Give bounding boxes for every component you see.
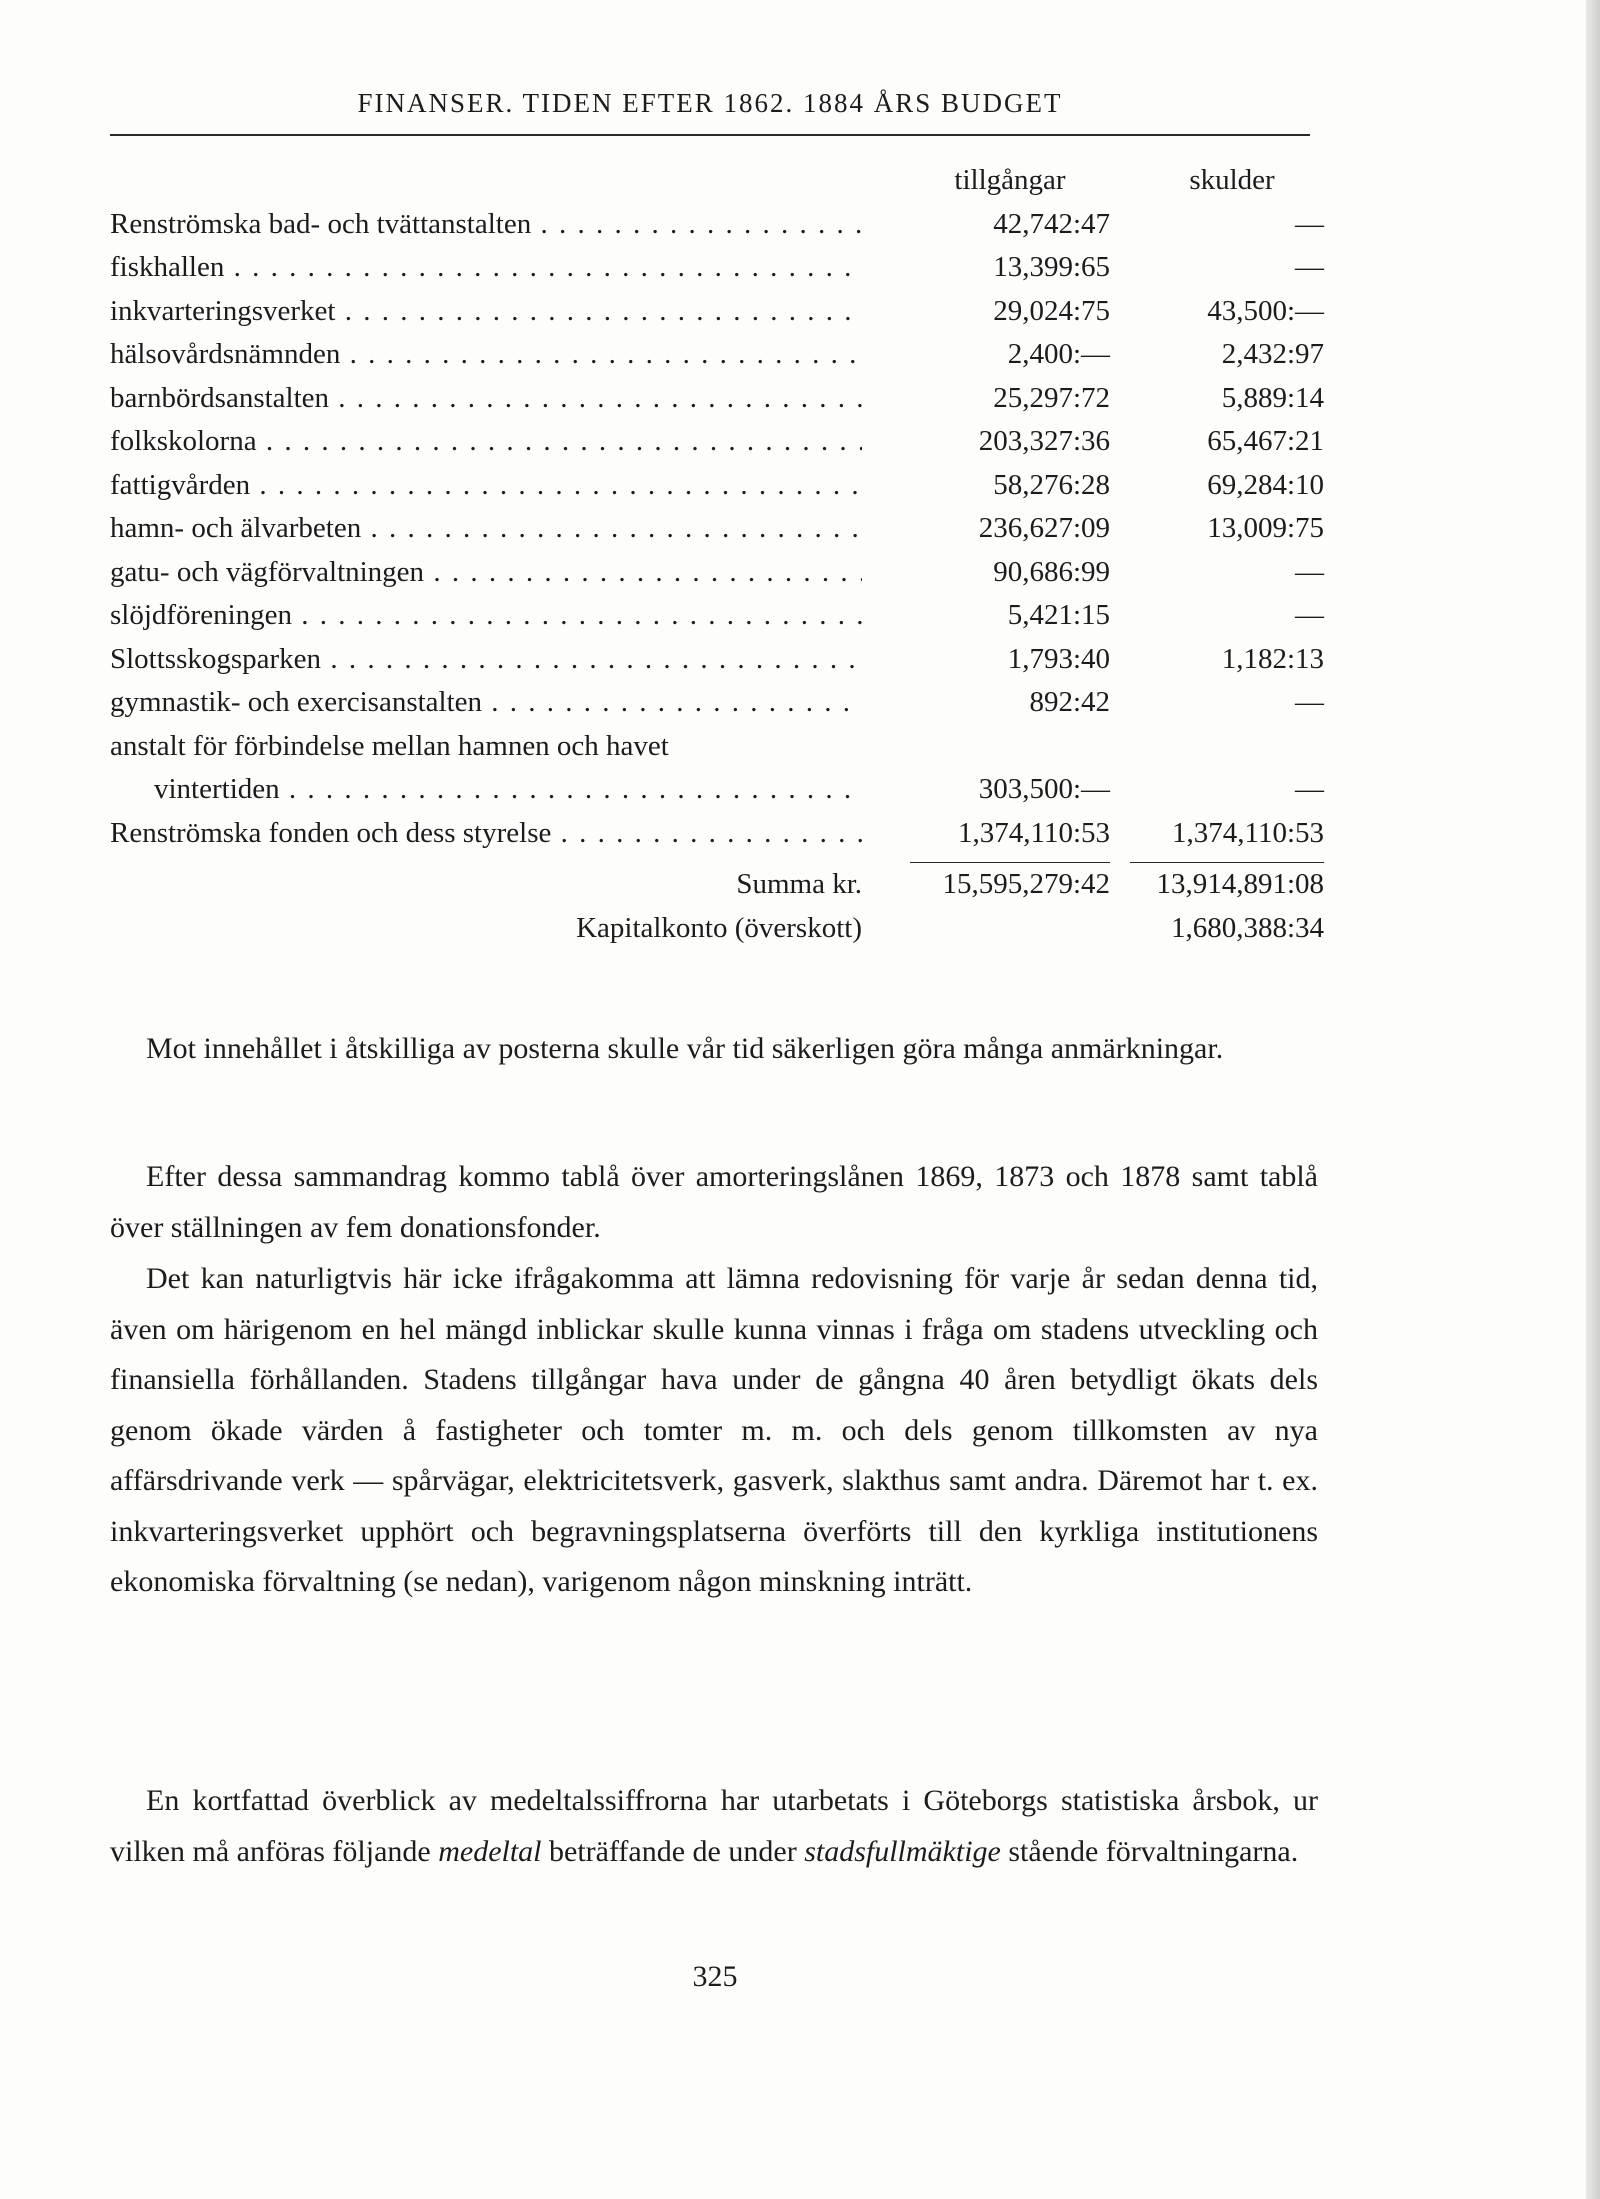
ledger-row-debts: — bbox=[1295, 686, 1324, 718]
ledger-column-headers bbox=[110, 164, 1320, 208]
ledger-row-label: inkvarteringsverket . . . bbox=[110, 295, 862, 328]
ledger-row bbox=[110, 381, 1324, 426]
sum-assets: 15,595,279:42 bbox=[942, 868, 1110, 900]
paragraph-3-text: Det kan naturligtvis här icke ifrågakomma att lämna redovisning för varje år sedan denna tid, även om härigenom en hel mängd inblickar skulle kunna vinnas i fråga om stadens utveckling och finansiella förhållanden. Stadens tillgångar hava under de gångna 40 åren betydligt ökats dels genom ökade värden å fastigheter och tomter m. m. och dels genom tillkomsten av nya affärsdrivande verk — spårvägar, elektricitetsverk, gasverk, slakthus samt andra. Däremot har t. ex. inkvarteringsverket upphört och begravningsplatserna överförts till den kyrkliga institutionens ekonomiska förvaltning (se nedan), varigenom någon minskning inträtt. bbox=[110, 1262, 1318, 1598]
ledger-row bbox=[110, 512, 1324, 556]
sum-debts: 13,914,891:08 bbox=[1156, 868, 1324, 900]
ledger-row bbox=[110, 338, 1324, 382]
ledger-row bbox=[110, 816, 1324, 861]
ledger-row-assets: 90,686:99 bbox=[993, 555, 1110, 588]
page-number: 325 bbox=[692, 1960, 738, 1993]
ledger-row bbox=[110, 555, 1324, 600]
ledger-row-label: fiskhallen . . . bbox=[110, 251, 862, 284]
column-header-debts: skulder bbox=[1189, 164, 1275, 196]
ledger-row-label: folkskolorna . . . bbox=[110, 425, 862, 458]
ledger-row-assets: 1,374,110:53 bbox=[958, 816, 1110, 849]
ledger-row-debts: — bbox=[1295, 773, 1324, 805]
ledger-row-assets: 892:42 bbox=[1029, 686, 1110, 718]
ledger-row-label: anstalt för förbindelse mellan hamnen och havet bbox=[110, 729, 669, 762]
ledger-row-assets: 42,742:47 bbox=[993, 207, 1110, 240]
italic-medeltal: medeltal bbox=[438, 1834, 542, 1868]
ledger-row-label: hamn- och älvarbeten . . . bbox=[110, 512, 862, 545]
capital-label: Kapitalkonto (överskott) bbox=[576, 911, 862, 944]
ledger-row-debts: 2,432:97 bbox=[1221, 338, 1324, 370]
running-header: FINANSER. TIDEN EFTER 1862. 1884 ÅRS BUDGET bbox=[357, 88, 1063, 118]
ledger-row-label: fattigvården . . . bbox=[110, 469, 862, 502]
ledger-row-debts: 1,182:13 bbox=[1221, 642, 1324, 675]
paragraph-4 bbox=[110, 1776, 1318, 1877]
ledger-row bbox=[110, 730, 1320, 774]
ledger-row-debts: — bbox=[1295, 251, 1324, 283]
ledger-row-label: gatu- och vägförvaltningen . . . bbox=[110, 556, 862, 589]
paragraph-2-text: Efter dessa sammandrag kommo tablå över amorteringslånen 1869, 1873 och 1878 samt tablå över ställningen av fem donationsfonder. bbox=[110, 1160, 1318, 1244]
ledger-row-assets: 5,421:15 bbox=[1007, 599, 1110, 631]
header-rule bbox=[110, 134, 1310, 136]
ledger-row-assets: 303,500:— bbox=[978, 773, 1110, 805]
ledger-row-assets: 25,297:72 bbox=[993, 381, 1110, 414]
ledger-row bbox=[110, 294, 1324, 339]
paragraph-4-text bbox=[110, 1776, 1318, 1877]
ledger-row-label: vintertiden . . . bbox=[110, 773, 862, 806]
paragraph-4-part-c: stående förvaltningarna. bbox=[1008, 1834, 1299, 1868]
ledger-row-debts: 43,500:— bbox=[1207, 294, 1324, 327]
ledger-row-debts: 69,284:10 bbox=[1207, 468, 1324, 501]
ledger-row-label: Slottsskogsparken . . . bbox=[110, 643, 862, 676]
ledger-row bbox=[110, 642, 1324, 687]
ledger-row bbox=[110, 599, 1324, 643]
ledger-row-debts: — bbox=[1295, 599, 1324, 631]
capital-debts: 1,680,388:34 bbox=[1170, 911, 1324, 944]
ledger-row-debts: 13,009:75 bbox=[1207, 512, 1324, 544]
ledger-row-label: hälsovårdsnämnden . . . bbox=[110, 338, 862, 371]
ledger-row-assets: 29,024:75 bbox=[993, 294, 1110, 327]
ledger-row-label: slöjdföreningen . . . bbox=[110, 599, 862, 632]
ledger-row-label: gymnastik- och exercisanstalten . . . bbox=[110, 686, 862, 719]
ledger-row-assets: 236,627:09 bbox=[978, 512, 1110, 544]
ledger-row-assets: 13,399:65 bbox=[993, 251, 1110, 283]
ledger-capital-row bbox=[110, 911, 1324, 956]
italic-stadsfullmaktige: stadsfullmäktige bbox=[804, 1834, 1001, 1868]
ledger-row-debts: — bbox=[1295, 555, 1324, 588]
ledger-sum-row bbox=[110, 868, 1324, 912]
ledger-row-label: Renströmska bad- och tvättanstalten . . . bbox=[110, 208, 862, 241]
paragraph-1-text: Mot innehållet i åtskilliga av posterna skulle vår tid säkerligen göra många anmärkningar. bbox=[146, 1032, 1224, 1065]
ledger-row-label: Renströmska fonden och dess styrelse . . . bbox=[110, 817, 862, 850]
ledger-row-debts: 5,889:14 bbox=[1221, 381, 1324, 414]
ledger-row-assets: 58,276:28 bbox=[993, 468, 1110, 501]
sum-rule-assets bbox=[910, 862, 1110, 863]
ledger-row-debts: — bbox=[1295, 207, 1324, 240]
ledger-row bbox=[110, 686, 1324, 730]
ledger-row bbox=[110, 425, 1324, 469]
ledger-row-label: barnbördsanstalten . . . bbox=[110, 382, 862, 415]
ledger-row-assets: 2,400:— bbox=[1007, 338, 1110, 370]
sum-rule bbox=[110, 860, 1320, 868]
sum-label: Summa kr. bbox=[736, 868, 862, 900]
ledger-row bbox=[110, 468, 1324, 513]
paragraph-2 bbox=[110, 1152, 1318, 1253]
paragraph-4-part-a: En kortfattad överblick av medeltalssiffrorna har utarbetats i Göteborgs statistiska årsbok, ur vilken må anföras följande bbox=[110, 1784, 1318, 1868]
ledger-row-assets: 203,327:36 bbox=[978, 425, 1110, 457]
sum-rule-debts bbox=[1130, 862, 1324, 863]
column-header-assets: tillgångar bbox=[954, 164, 1066, 196]
ledger-row-debts: 65,467:21 bbox=[1207, 425, 1324, 457]
ledger-row bbox=[110, 251, 1324, 295]
paragraph-4-part-b: beträffande de under bbox=[549, 1834, 797, 1868]
ledger-row bbox=[110, 773, 1324, 817]
ledger-row-assets: 1,793:40 bbox=[1007, 642, 1110, 675]
budget-ledger bbox=[110, 164, 1324, 955]
ledger-row bbox=[110, 207, 1324, 252]
page-edge-shadow bbox=[1586, 0, 1600, 2199]
paragraph-3 bbox=[110, 1254, 1318, 1608]
ledger-row-debts: 1,374,110:53 bbox=[1172, 816, 1324, 849]
paragraph-1 bbox=[110, 1024, 1318, 1075]
